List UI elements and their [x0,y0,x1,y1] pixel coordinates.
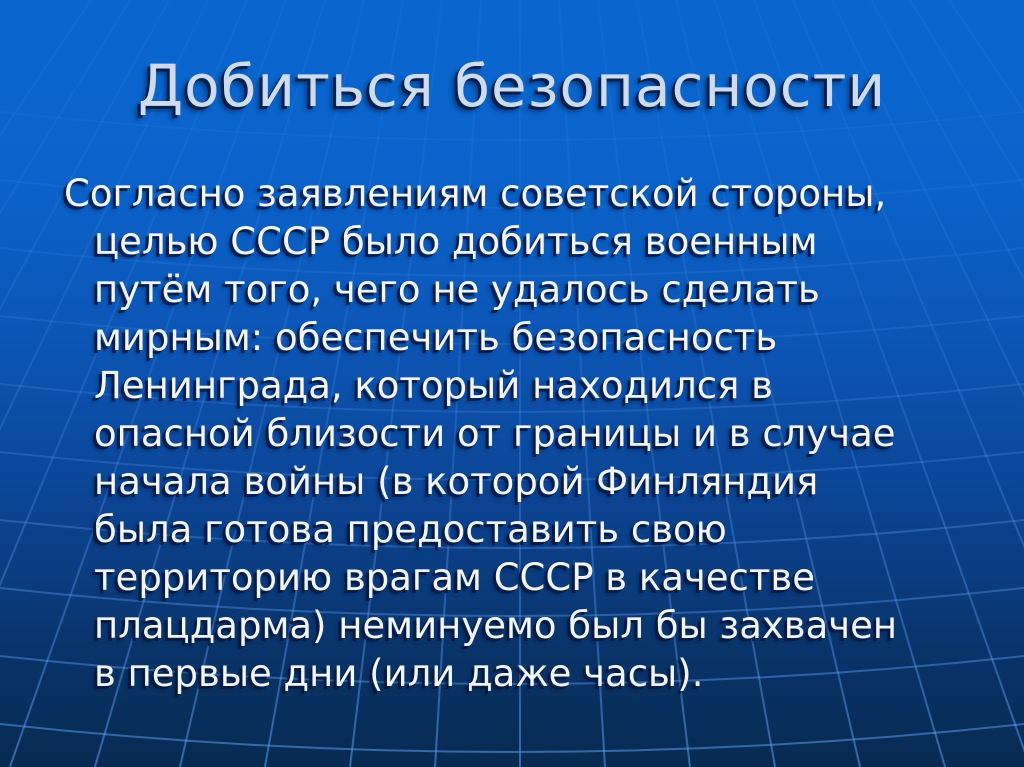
body-text-line: Согласно заявлениям советской стороны, [64,172,887,215]
slide-title: Добиться безопасности [137,52,887,120]
body-text-line: в первые дни (или даже часы). [94,652,704,695]
body-text-line: целью СССР было добиться военным [94,220,818,263]
slide-body-text [64,170,984,698]
body-text-line: территорию врагам СССР в качестве [94,556,815,599]
body-text-line: мирным: обеспечить безопасность [94,316,778,359]
body-text-line: Ленинграда, который находился в [94,364,773,407]
body-text-line: путём того, чего не удалось сделать [94,268,820,311]
body-text-line: была готова предоставить свою [94,508,727,551]
body-text-line: начала войны (в которой Финляндия [94,460,819,503]
body-text-line: опасной близости от границы и в случае [94,412,896,455]
body-text-line: плацдарма) неминуемо был бы захвачен [94,604,898,647]
